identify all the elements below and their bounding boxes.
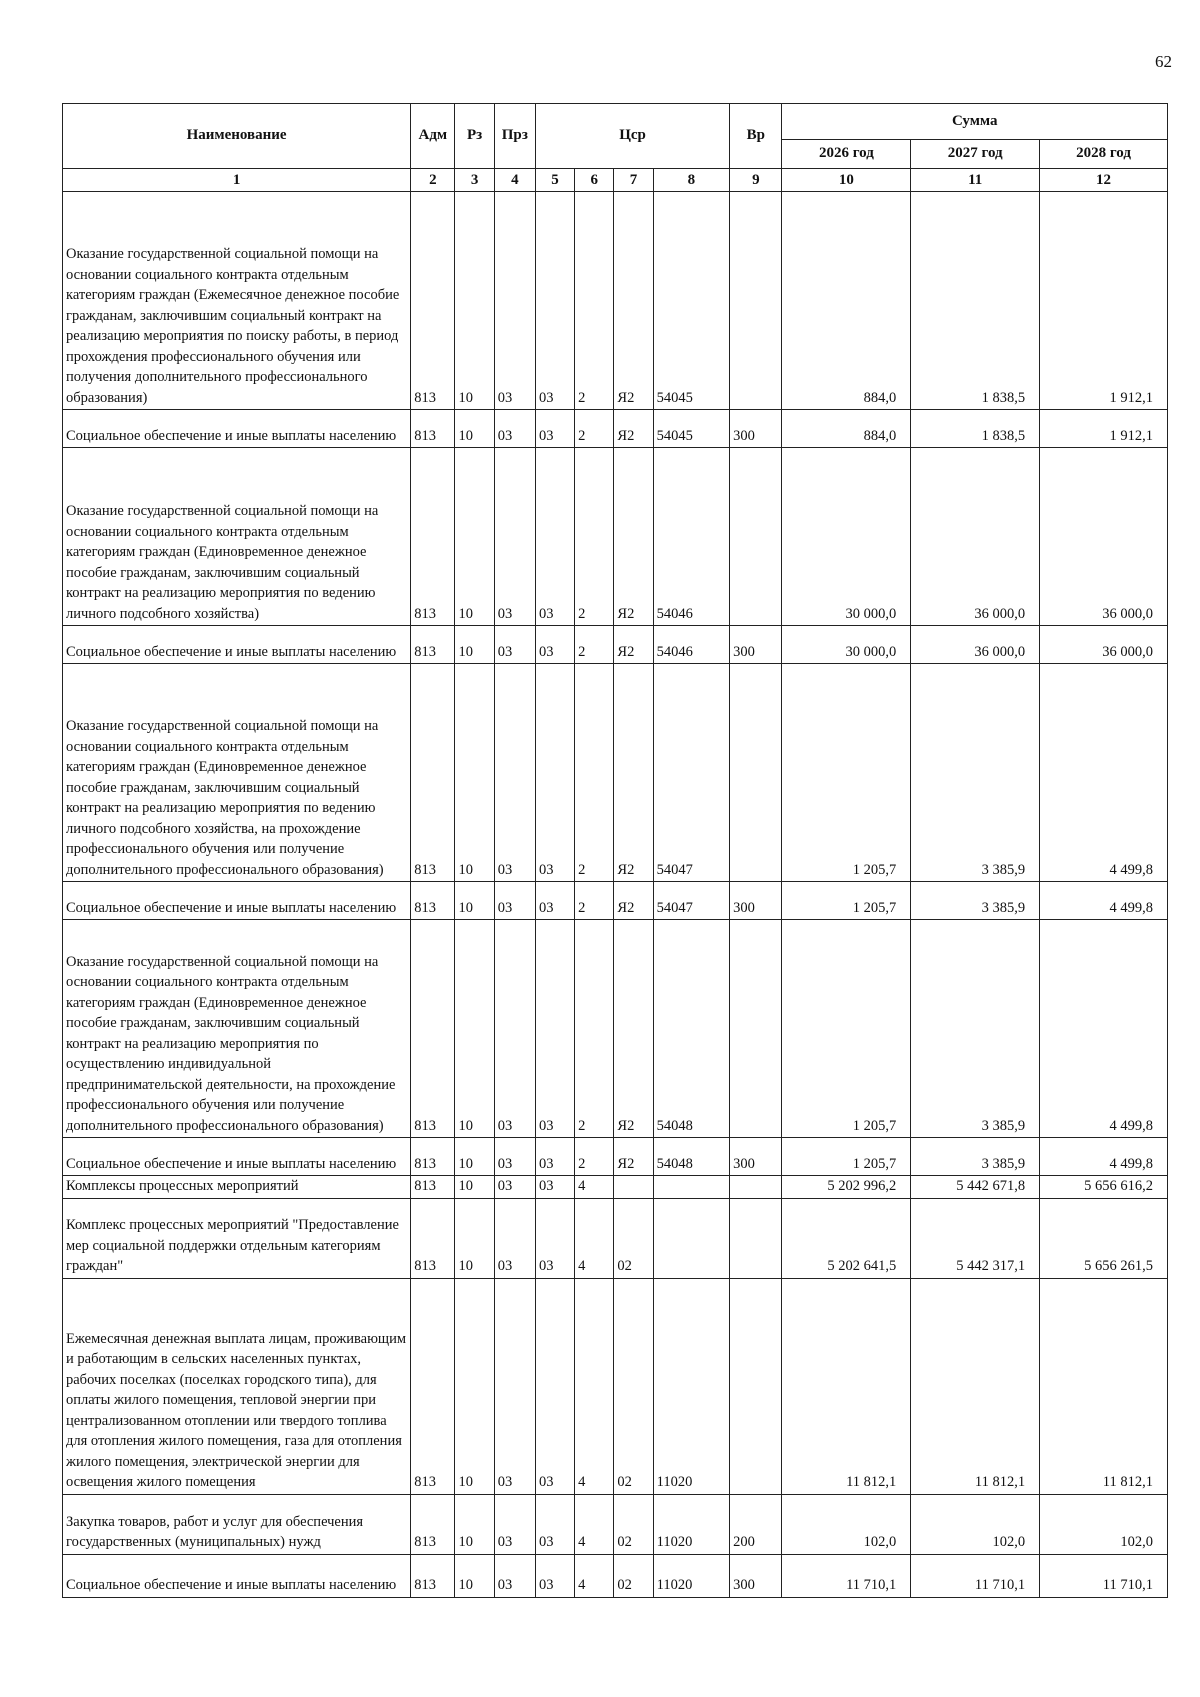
prz-code: 03 [494,192,535,410]
item-name: Социальное обеспечение и иные выплаты населению [63,626,411,664]
amount-2026: 1 205,7 [782,664,911,882]
csr-code-8: 11020 [653,1278,730,1494]
csr-code-8: 54045 [653,410,730,448]
vr-code [730,192,782,410]
vr-code: 300 [730,1138,782,1176]
csr-code-5: 03 [535,1138,574,1176]
item-name: Ежемесячная денежная выплата лицам, проживающим и работающим в сельских населенных пунктах, рабочих поселках (поселках городского типа), для оплаты жилого помещения, тепловой энергии при централизованном отоплении или твердого топлива для отопления жилого помещения, газа для отопления жилого помещения, электрической энергии для освещения жилого помещения [63,1278,411,1494]
amount-2027: 11 812,1 [911,1278,1040,1494]
amount-2027: 1 838,5 [911,410,1040,448]
vr-code [730,664,782,882]
csr-code-8: 11020 [653,1494,730,1554]
amount-2026: 11 710,1 [782,1554,911,1597]
rz-code: 10 [455,882,494,920]
adm-code: 813 [411,1494,455,1554]
table-row [63,192,1168,410]
csr-code-5: 03 [535,1554,574,1597]
csr-code-8 [653,1198,730,1278]
column-number-row [63,169,1168,192]
csr-code-8: 54047 [653,664,730,882]
amount-2027: 3 385,9 [911,1138,1040,1176]
adm-code: 813 [411,920,455,1138]
vr-code: 300 [730,1554,782,1597]
vr-code [730,1176,782,1199]
amount-2027: 11 710,1 [911,1554,1040,1597]
adm-code: 813 [411,1554,455,1597]
csr-code-7: Я2 [614,882,653,920]
item-name: Закупка товаров, работ и услуг для обеспечения государственных (муниципальных) нужд [63,1494,411,1554]
rz-code: 10 [455,1138,494,1176]
csr-code-5: 03 [535,448,574,626]
adm-code: 813 [411,448,455,626]
csr-code-7: Я2 [614,410,653,448]
header-sum: Сумма [782,104,1168,140]
table-row [63,1278,1168,1494]
amount-2027: 1 838,5 [911,192,1040,410]
csr-code-5: 03 [535,882,574,920]
csr-code-5: 03 [535,626,574,664]
column-number: 7 [614,169,653,192]
column-number: 11 [911,169,1040,192]
csr-code-8: 54048 [653,920,730,1138]
rz-code: 10 [455,1278,494,1494]
rz-code: 10 [455,410,494,448]
table-row [63,664,1168,882]
table-row [63,1176,1168,1199]
page-number: 62 [1155,52,1172,71]
item-name: Социальное обеспечение и иные выплаты населению [63,410,411,448]
vr-code: 200 [730,1494,782,1554]
header-prz: Прз [494,104,535,169]
csr-code-7: 02 [614,1278,653,1494]
vr-code: 300 [730,626,782,664]
prz-code: 03 [494,1554,535,1597]
amount-2026: 884,0 [782,410,911,448]
item-name: Оказание государственной социальной помощи на основании социального контракта отдельным категориям граждан (Единовременное денежное пособие гражданам, заключившим социальный контракт на реализацию мероприятия по осуществлению индивидуальной предпринимательской деятельности, на прохождение профессионального обучения или получение дополнительного профессионального образования) [63,920,411,1138]
csr-code-8: 54045 [653,192,730,410]
item-name: Социальное обеспечение и иные выплаты населению [63,1138,411,1176]
header-year-2027: 2027 год [911,140,1040,169]
prz-code: 03 [494,1494,535,1554]
prz-code: 03 [494,1198,535,1278]
rz-code: 10 [455,448,494,626]
csr-code-6: 4 [575,1198,614,1278]
csr-code-6: 2 [575,1138,614,1176]
rz-code: 10 [455,1176,494,1199]
prz-code: 03 [494,410,535,448]
csr-code-5: 03 [535,1278,574,1494]
amount-2028: 4 499,8 [1040,1138,1168,1176]
column-number: 9 [730,169,782,192]
rz-code: 10 [455,920,494,1138]
amount-2027: 3 385,9 [911,882,1040,920]
csr-code-6: 2 [575,626,614,664]
header-name: Наименование [63,104,411,169]
vr-code: 300 [730,410,782,448]
csr-code-6: 2 [575,410,614,448]
column-number: 4 [494,169,535,192]
amount-2027: 36 000,0 [911,626,1040,664]
amount-2027: 36 000,0 [911,448,1040,626]
rz-code: 10 [455,1554,494,1597]
csr-code-8 [653,1176,730,1199]
rz-code: 10 [455,626,494,664]
amount-2026: 5 202 641,5 [782,1198,911,1278]
csr-code-6: 2 [575,920,614,1138]
header-adm: Адм [411,104,455,169]
header-rz: Рз [455,104,494,169]
rz-code: 10 [455,192,494,410]
amount-2027: 5 442 317,1 [911,1198,1040,1278]
prz-code: 03 [494,664,535,882]
table-row [63,626,1168,664]
rz-code: 10 [455,664,494,882]
prz-code: 03 [494,1138,535,1176]
amount-2028: 11 812,1 [1040,1278,1168,1494]
csr-code-6: 4 [575,1176,614,1199]
csr-code-7: Я2 [614,1138,653,1176]
csr-code-5: 03 [535,664,574,882]
amount-2028: 36 000,0 [1040,448,1168,626]
amount-2028: 1 912,1 [1040,192,1168,410]
table-row [63,448,1168,626]
table-row [63,1494,1168,1554]
prz-code: 03 [494,448,535,626]
amount-2027: 5 442 671,8 [911,1176,1040,1199]
adm-code: 813 [411,626,455,664]
adm-code: 813 [411,192,455,410]
vr-code [730,920,782,1138]
amount-2026: 884,0 [782,192,911,410]
csr-code-6: 4 [575,1278,614,1494]
amount-2026: 5 202 996,2 [782,1176,911,1199]
csr-code-5: 03 [535,1198,574,1278]
table-row [63,1198,1168,1278]
csr-code-6: 4 [575,1554,614,1597]
amount-2028: 4 499,8 [1040,920,1168,1138]
adm-code: 813 [411,1176,455,1199]
csr-code-6: 2 [575,192,614,410]
csr-code-6: 4 [575,1494,614,1554]
rz-code: 10 [455,1198,494,1278]
amount-2028: 5 656 616,2 [1040,1176,1168,1199]
csr-code-5: 03 [535,1494,574,1554]
prz-code: 03 [494,1176,535,1199]
adm-code: 813 [411,1198,455,1278]
amount-2028: 36 000,0 [1040,626,1168,664]
adm-code: 813 [411,664,455,882]
csr-code-6: 2 [575,448,614,626]
csr-code-8: 54047 [653,882,730,920]
amount-2027: 102,0 [911,1494,1040,1554]
column-number: 8 [653,169,730,192]
csr-code-8: 54046 [653,448,730,626]
csr-code-5: 03 [535,1176,574,1199]
table-row [63,882,1168,920]
header-year-2026: 2026 год [782,140,911,169]
table-row [63,1554,1168,1597]
csr-code-7: 02 [614,1198,653,1278]
column-number: 10 [782,169,911,192]
csr-code-7: Я2 [614,664,653,882]
item-name: Социальное обеспечение и иные выплаты населению [63,1554,411,1597]
adm-code: 813 [411,1138,455,1176]
column-number: 2 [411,169,455,192]
csr-code-7: 02 [614,1494,653,1554]
csr-code-5: 03 [535,410,574,448]
header-year-2028: 2028 год [1040,140,1168,169]
item-name: Оказание государственной социальной помощи на основании социального контракта отдельным категориям граждан (Ежемесячное денежное пособие гражданам, заключившим социальный контракт на реализацию мероприятия по поиску работы, в период прохождения профессионального обучения или получения дополнительного профессионального образования) [63,192,411,410]
amount-2028: 4 499,8 [1040,882,1168,920]
vr-code [730,1278,782,1494]
csr-code-7: Я2 [614,448,653,626]
amount-2028: 1 912,1 [1040,410,1168,448]
prz-code: 03 [494,626,535,664]
item-name: Оказание государственной социальной помощи на основании социального контракта отдельным категориям граждан (Единовременное денежное пособие гражданам, заключившим социальный контракт на реализацию мероприятия по ведению личного подсобного хозяйства) [63,448,411,626]
prz-code: 03 [494,882,535,920]
adm-code: 813 [411,1278,455,1494]
csr-code-6: 2 [575,882,614,920]
column-number: 3 [455,169,494,192]
table-row [63,920,1168,1138]
budget-table [62,103,1168,1598]
column-number: 1 [63,169,411,192]
csr-code-7: 02 [614,1554,653,1597]
item-name: Социальное обеспечение и иные выплаты населению [63,882,411,920]
amount-2028: 5 656 261,5 [1040,1198,1168,1278]
amount-2026: 1 205,7 [782,920,911,1138]
item-name: Комплекс процессных мероприятий "Предоставление мер социальной поддержки отдельным категориям граждан" [63,1198,411,1278]
amount-2028: 11 710,1 [1040,1554,1168,1597]
csr-code-7: Я2 [614,626,653,664]
column-number: 5 [535,169,574,192]
header-csr: Цср [535,104,729,169]
csr-code-7: Я2 [614,192,653,410]
item-name: Оказание государственной социальной помощи на основании социального контракта отдельным категориям граждан (Единовременное денежное пособие гражданам, заключившим социальный контракт на реализацию мероприятия по ведению личного подсобного хозяйства, на прохождение профессионального обучения или получение дополнительного профессионального образования) [63,664,411,882]
table-row [63,1138,1168,1176]
amount-2027: 3 385,9 [911,664,1040,882]
item-name: Комплексы процессных мероприятий [63,1176,411,1199]
csr-code-5: 03 [535,920,574,1138]
amount-2026: 1 205,7 [782,1138,911,1176]
amount-2026: 102,0 [782,1494,911,1554]
amount-2026: 11 812,1 [782,1278,911,1494]
csr-code-7: Я2 [614,920,653,1138]
vr-code [730,448,782,626]
column-number: 6 [575,169,614,192]
amount-2028: 4 499,8 [1040,664,1168,882]
column-number: 12 [1040,169,1168,192]
table-row [63,410,1168,448]
vr-code [730,1198,782,1278]
header-vr: Вр [730,104,782,169]
csr-code-7 [614,1176,653,1199]
prz-code: 03 [494,920,535,1138]
csr-code-5: 03 [535,192,574,410]
rz-code: 10 [455,1494,494,1554]
amount-2026: 30 000,0 [782,626,911,664]
amount-2028: 102,0 [1040,1494,1168,1554]
adm-code: 813 [411,410,455,448]
amount-2026: 30 000,0 [782,448,911,626]
csr-code-8: 11020 [653,1554,730,1597]
csr-code-8: 54046 [653,626,730,664]
amount-2027: 3 385,9 [911,920,1040,1138]
prz-code: 03 [494,1278,535,1494]
csr-code-6: 2 [575,664,614,882]
vr-code: 300 [730,882,782,920]
adm-code: 813 [411,882,455,920]
csr-code-8: 54048 [653,1138,730,1176]
amount-2026: 1 205,7 [782,882,911,920]
